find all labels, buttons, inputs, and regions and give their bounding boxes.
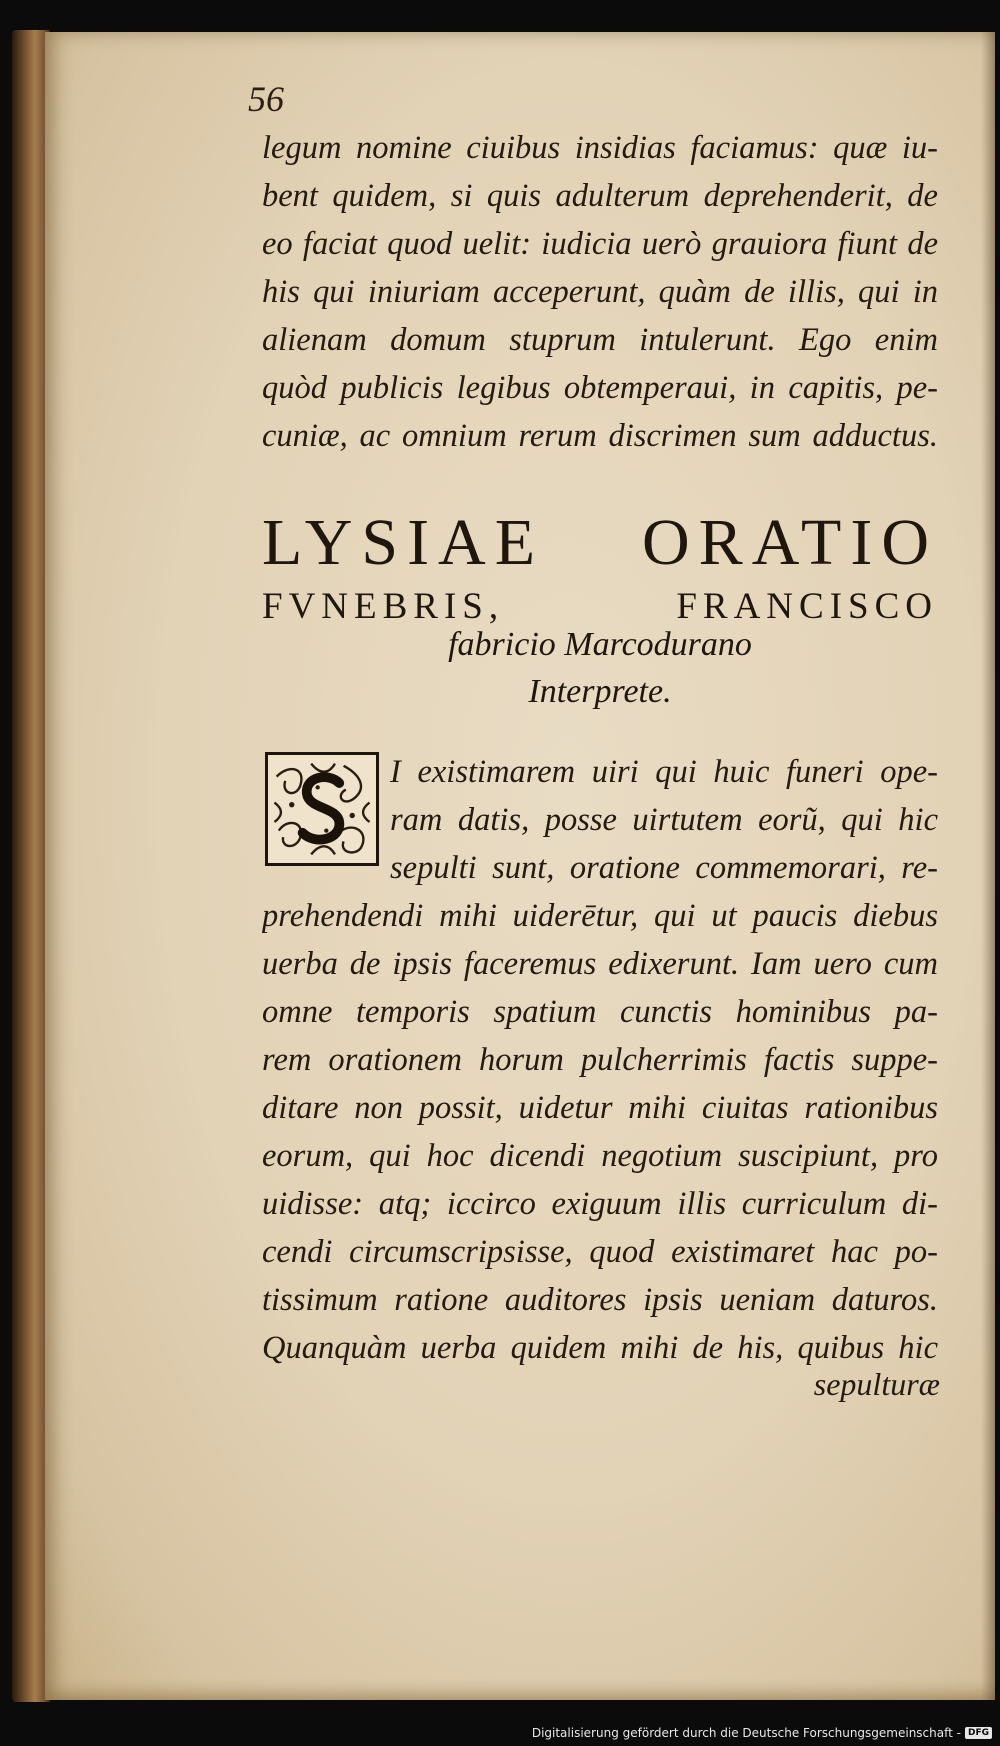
text-line: cendi circumscripsisse, quod existimaret hac po- xyxy=(262,1234,938,1270)
text-line: ditare non possit, uidetur mihi ciuitas rationibus xyxy=(262,1090,938,1126)
text-line: sepulti sunt, oratione commemorari, re- xyxy=(390,850,938,886)
text-line: rem orationem horum pulcherrimis factis suppe- xyxy=(262,1042,938,1078)
translator-name: fabricio Marcodurano xyxy=(448,626,752,663)
text-line: Quanquàm uerba quidem mihi de his, quibus hic xyxy=(262,1330,938,1366)
text-line: tissimum ratione auditores ipsis ueniam daturos. xyxy=(262,1282,938,1318)
catchword: sepulturæ xyxy=(813,1366,940,1402)
page-shadow xyxy=(981,32,995,1700)
page-number: 56 xyxy=(248,79,284,119)
text-line: I existimarem uiri qui huic funeri ope- xyxy=(390,754,938,790)
previous-oration-text xyxy=(262,124,938,460)
text-line: ram datis, posse uirtutem eorũ, qui hic xyxy=(390,802,938,838)
text-line: his qui iniuriam acceperunt, quàm de illis, qui in xyxy=(262,274,938,310)
text-line: prehendendi mihi uiderētur, qui ut paucis diebus xyxy=(262,898,938,934)
dfg-logo: DFG xyxy=(965,1727,992,1739)
translator-role: Interprete. xyxy=(528,673,672,710)
digitization-footer xyxy=(532,1726,992,1740)
text-line: cuniæ, ac omnium rerum discrimen sum adductus. xyxy=(262,418,938,454)
oration-subtitle: FVNEBRIS, FRANCISCO xyxy=(262,586,938,627)
footer-text: Digitalisierung gefördert durch die Deutsche Forschungsgemeinschaft - xyxy=(531,1726,961,1740)
text-line: uerba de ipsis faceremus edixerunt. Iam uero cum xyxy=(262,946,938,982)
text-line: legum nomine ciuibus insidias faciamus: quæ iu- xyxy=(262,130,938,166)
text-line: quòd publicis legibus obtemperaui, in capitis, pe- xyxy=(262,370,938,406)
oration-title: LYSIAE ORATIO xyxy=(262,506,938,579)
text-line: omne temporis spatium cunctis hominibus pa- xyxy=(262,994,938,1030)
oration-text xyxy=(262,748,938,1372)
text-line: alienam domum stuprum intulerunt. Ego enim xyxy=(262,322,938,358)
text-line: eo faciat quod uelit: iudicia uerò grauiora fiunt de xyxy=(262,226,938,262)
text-line: uidisse: atq; iccirco exiguum illis curriculum di- xyxy=(262,1186,938,1222)
text-line: bent quidem, si quis adulterum deprehenderit, de xyxy=(262,178,938,214)
text-line: eorum, qui hoc dicendi negotium suscipiunt, pro xyxy=(262,1138,938,1174)
